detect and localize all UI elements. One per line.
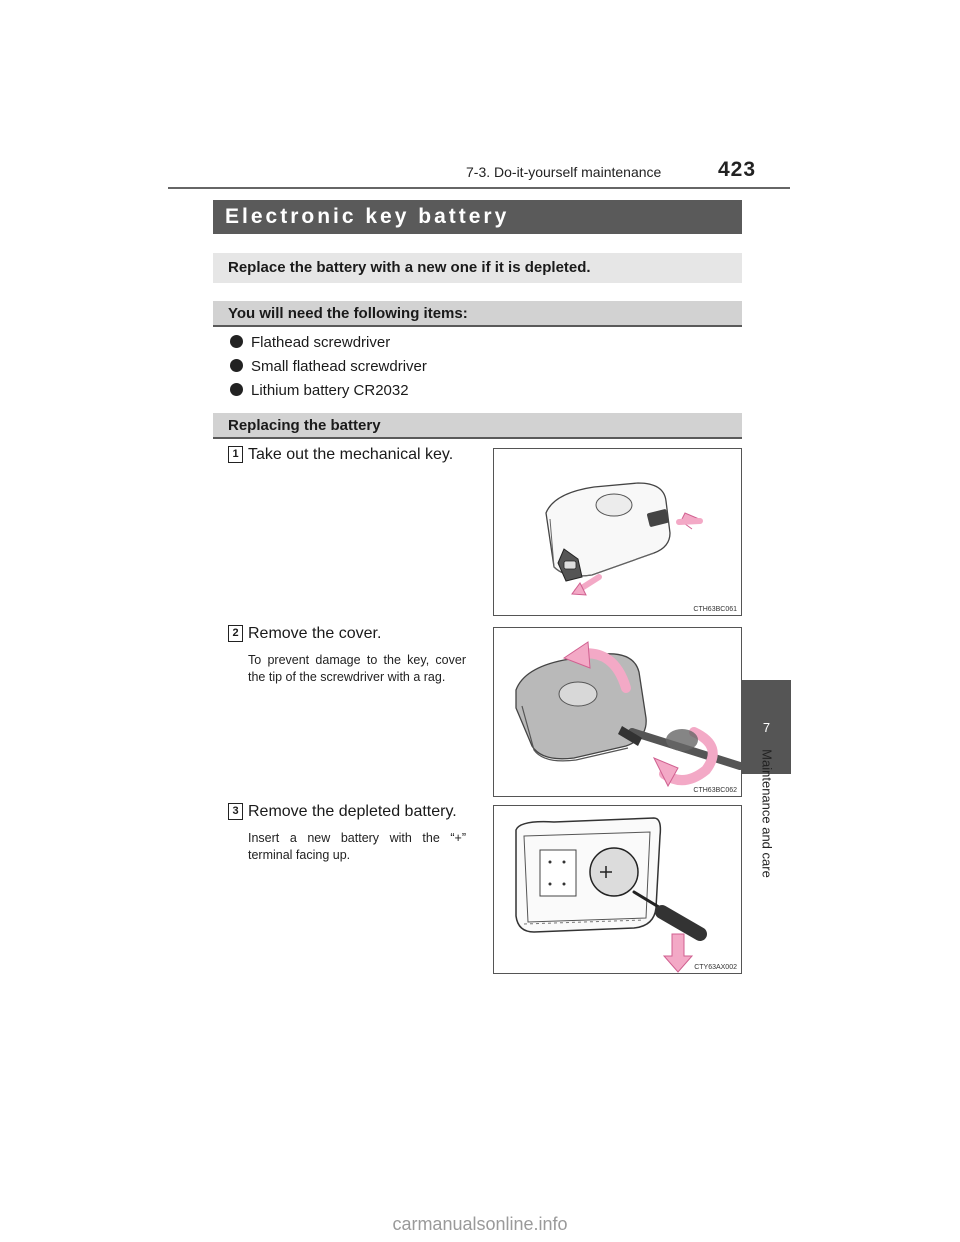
step-number-1: 1 (228, 446, 243, 463)
intro-text: Replace the battery with a new one if it is depleted. (213, 253, 742, 283)
figure-code: CTH63BC061 (693, 606, 737, 613)
list-item: Small flathead screwdriver (230, 358, 427, 375)
chapter-tab: 7 (742, 680, 791, 774)
step-3-title: Remove the depleted battery. (248, 803, 457, 820)
step-2-note: To prevent damage to the key, cover the tip of the screwdriver with a rag. (248, 653, 466, 684)
chapter-title: Maintenance and care (759, 749, 775, 878)
step-3-note: Insert a new battery with the “+” terminal facing up. (248, 831, 466, 862)
list-item: Lithium battery CR2032 (230, 382, 409, 399)
key-fob-illustration (494, 449, 741, 615)
step-number-2: 2 (228, 625, 243, 642)
figure-code: CTH63BC062 (693, 787, 737, 794)
replace-heading: Replacing the battery (213, 413, 742, 439)
step-number-3: 3 (228, 803, 243, 820)
cover-removal-illustration (494, 628, 741, 796)
bullet-icon (230, 335, 243, 348)
header-divider (168, 187, 790, 189)
bullet-icon (230, 383, 243, 396)
figure-battery-removal (493, 805, 742, 974)
watermark: carmanualsonline.info (392, 1214, 568, 1234)
step-1-title: Take out the mechanical key. (248, 446, 454, 463)
step-2-title: Remove the cover. (248, 625, 382, 642)
bullet-icon (230, 359, 243, 372)
chapter-side-label (753, 745, 781, 895)
page-number: 423 (718, 158, 757, 181)
section-title: 7-3. Do-it-yourself maintenance (466, 164, 662, 180)
list-item: Flathead screwdriver (230, 334, 390, 351)
items-heading: You will need the following items: (213, 301, 742, 327)
figure-code: CTY63AX002 (694, 964, 737, 971)
figure-cover-removal (493, 627, 742, 797)
battery-removal-illustration (494, 806, 741, 973)
page-title: Electronic key battery (213, 200, 742, 234)
figure-key-removal (493, 448, 742, 616)
